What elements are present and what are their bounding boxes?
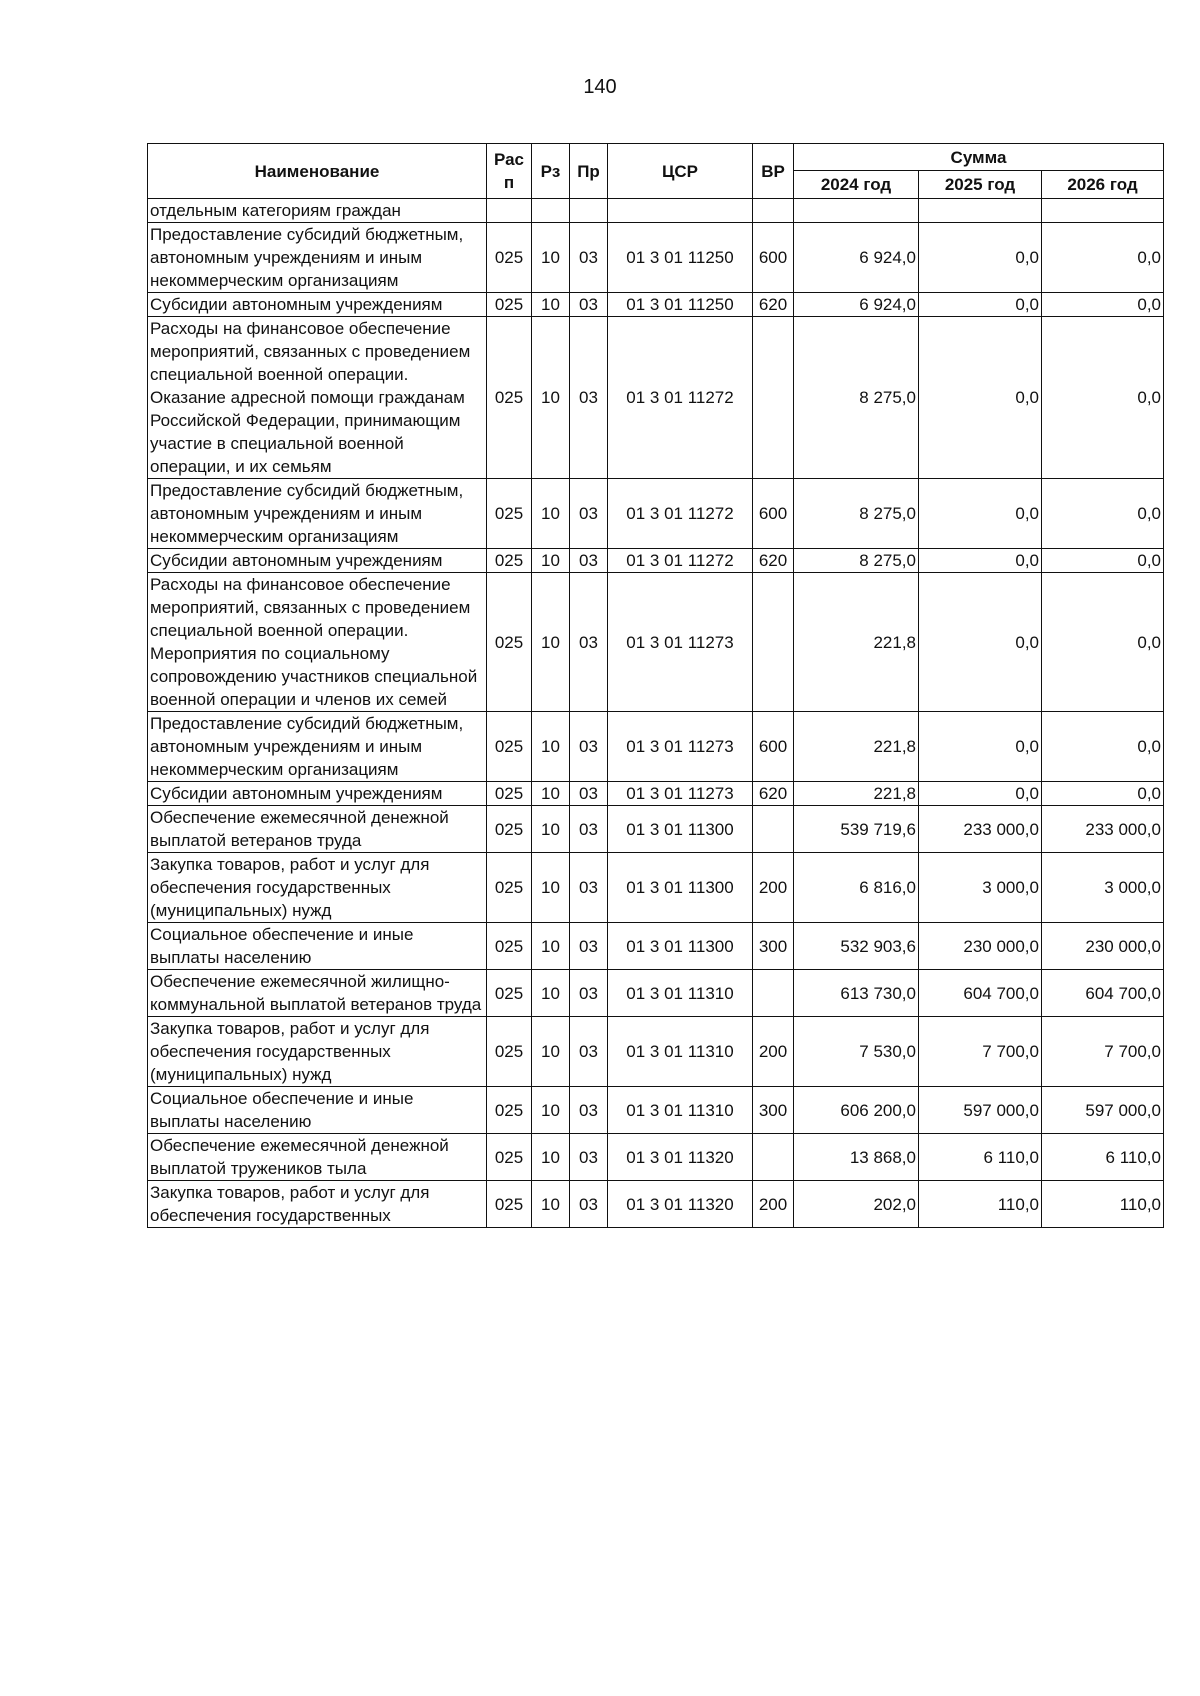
cell-2026: 233 000,0 [1042, 806, 1164, 853]
cell-csr: 01 3 01 11310 [608, 1087, 753, 1134]
cell-pr: 03 [570, 479, 608, 549]
cell-rasp: 025 [487, 317, 532, 479]
cell-2026: 604 700,0 [1042, 970, 1164, 1017]
cell-vr: 300 [753, 923, 794, 970]
cell-rasp: 025 [487, 970, 532, 1017]
cell-pr [570, 199, 608, 223]
cell-2026 [1042, 199, 1164, 223]
cell-name: Обеспечение ежемесячной жилищно-коммунальной выплатой ветеранов труда [148, 970, 487, 1017]
table-row [148, 970, 1164, 1017]
cell-vr: 200 [753, 1181, 794, 1228]
cell-rz: 10 [532, 573, 570, 712]
cell-rasp: 025 [487, 806, 532, 853]
cell-rz: 10 [532, 293, 570, 317]
cell-pr: 03 [570, 1134, 608, 1181]
cell-rasp: 025 [487, 1017, 532, 1087]
col-header-name: Наименование [148, 144, 487, 199]
cell-csr: 01 3 01 11320 [608, 1181, 753, 1228]
cell-2026: 597 000,0 [1042, 1087, 1164, 1134]
cell-csr: 01 3 01 11300 [608, 853, 753, 923]
cell-2025: 0,0 [919, 712, 1042, 782]
cell-2024: 221,8 [794, 573, 919, 712]
cell-csr: 01 3 01 11250 [608, 223, 753, 293]
cell-rasp: 025 [487, 712, 532, 782]
cell-vr [753, 1134, 794, 1181]
cell-vr [753, 806, 794, 853]
cell-2024: 13 868,0 [794, 1134, 919, 1181]
cell-2024: 221,8 [794, 712, 919, 782]
cell-pr: 03 [570, 223, 608, 293]
cell-2026: 230 000,0 [1042, 923, 1164, 970]
table-row [148, 712, 1164, 782]
cell-rasp: 025 [487, 923, 532, 970]
cell-2026: 0,0 [1042, 712, 1164, 782]
table-row [148, 199, 1164, 223]
cell-csr: 01 3 01 11250 [608, 293, 753, 317]
cell-2025: 597 000,0 [919, 1087, 1042, 1134]
col-header-rasp: Рас п [487, 144, 532, 199]
cell-vr: 300 [753, 1087, 794, 1134]
cell-name: Предоставление субсидий бюджетным, автономным учреждениям и иным некоммерческим организациям [148, 223, 487, 293]
cell-2025: 230 000,0 [919, 923, 1042, 970]
cell-rz: 10 [532, 223, 570, 293]
cell-csr: 01 3 01 11273 [608, 712, 753, 782]
table-row [148, 223, 1164, 293]
cell-rz: 10 [532, 479, 570, 549]
cell-name: Закупка товаров, работ и услуг для обеспечения государственных (муниципальных) нужд [148, 853, 487, 923]
cell-vr: 600 [753, 479, 794, 549]
table-row [148, 806, 1164, 853]
cell-2026: 0,0 [1042, 293, 1164, 317]
table-body [148, 199, 1164, 1228]
cell-rasp: 025 [487, 1134, 532, 1181]
cell-pr: 03 [570, 853, 608, 923]
cell-rasp [487, 199, 532, 223]
cell-vr: 620 [753, 293, 794, 317]
cell-2024 [794, 199, 919, 223]
cell-csr: 01 3 01 11310 [608, 970, 753, 1017]
cell-2026: 0,0 [1042, 573, 1164, 712]
cell-csr: 01 3 01 11272 [608, 549, 753, 573]
table-row [148, 782, 1164, 806]
cell-2025: 0,0 [919, 782, 1042, 806]
cell-vr: 600 [753, 223, 794, 293]
cell-2026: 0,0 [1042, 317, 1164, 479]
cell-rz: 10 [532, 1134, 570, 1181]
cell-2024: 613 730,0 [794, 970, 919, 1017]
cell-pr: 03 [570, 806, 608, 853]
cell-pr: 03 [570, 923, 608, 970]
cell-csr: 01 3 01 11310 [608, 1017, 753, 1087]
cell-vr: 600 [753, 712, 794, 782]
cell-rasp: 025 [487, 782, 532, 806]
cell-vr [753, 199, 794, 223]
cell-rz: 10 [532, 806, 570, 853]
cell-2025: 0,0 [919, 479, 1042, 549]
cell-rz: 10 [532, 712, 570, 782]
cell-2025: 6 110,0 [919, 1134, 1042, 1181]
cell-2026: 0,0 [1042, 223, 1164, 293]
cell-2025: 0,0 [919, 549, 1042, 573]
cell-pr: 03 [570, 1181, 608, 1228]
cell-pr: 03 [570, 1017, 608, 1087]
cell-csr: 01 3 01 11273 [608, 782, 753, 806]
cell-2024: 606 200,0 [794, 1087, 919, 1134]
cell-vr: 620 [753, 782, 794, 806]
cell-2025: 604 700,0 [919, 970, 1042, 1017]
cell-name: Социальное обеспечение и иные выплаты населению [148, 1087, 487, 1134]
cell-2024: 6 816,0 [794, 853, 919, 923]
cell-2025: 110,0 [919, 1181, 1042, 1228]
cell-2026: 3 000,0 [1042, 853, 1164, 923]
cell-vr: 200 [753, 1017, 794, 1087]
cell-name: отдельным категориям граждан [148, 199, 487, 223]
cell-2026: 0,0 [1042, 782, 1164, 806]
cell-rasp: 025 [487, 549, 532, 573]
cell-rz: 10 [532, 970, 570, 1017]
cell-2024: 532 903,6 [794, 923, 919, 970]
cell-pr: 03 [570, 712, 608, 782]
cell-name: Предоставление субсидий бюджетным, автономным учреждениям и иным некоммерческим организациям [148, 712, 487, 782]
cell-2024: 8 275,0 [794, 549, 919, 573]
cell-2024: 221,8 [794, 782, 919, 806]
col-header-csr: ЦСР [608, 144, 753, 199]
cell-pr: 03 [570, 293, 608, 317]
cell-2026: 7 700,0 [1042, 1017, 1164, 1087]
cell-2026: 110,0 [1042, 1181, 1164, 1228]
cell-csr: 01 3 01 11300 [608, 923, 753, 970]
cell-name: Обеспечение ежемесячной денежной выплатой ветеранов труда [148, 806, 487, 853]
cell-rz: 10 [532, 317, 570, 479]
table-row [148, 1087, 1164, 1134]
cell-pr: 03 [570, 1087, 608, 1134]
cell-rasp: 025 [487, 479, 532, 549]
cell-2026: 6 110,0 [1042, 1134, 1164, 1181]
table-row [148, 293, 1164, 317]
cell-rz: 10 [532, 549, 570, 573]
cell-rasp: 025 [487, 293, 532, 317]
cell-2024: 8 275,0 [794, 479, 919, 549]
col-header-2024: 2024 год [794, 171, 919, 199]
cell-rasp: 025 [487, 853, 532, 923]
cell-2024: 8 275,0 [794, 317, 919, 479]
cell-2025: 233 000,0 [919, 806, 1042, 853]
cell-name: Закупка товаров, работ и услуг для обеспечения государственных (муниципальных) нужд [148, 1017, 487, 1087]
cell-vr [753, 573, 794, 712]
table-row [148, 549, 1164, 573]
cell-rz: 10 [532, 1181, 570, 1228]
cell-csr: 01 3 01 11272 [608, 479, 753, 549]
cell-2024: 6 924,0 [794, 293, 919, 317]
cell-2025: 0,0 [919, 223, 1042, 293]
cell-2024: 202,0 [794, 1181, 919, 1228]
cell-name: Закупка товаров, работ и услуг для обеспечения государственных [148, 1181, 487, 1228]
cell-rasp: 025 [487, 573, 532, 712]
cell-pr: 03 [570, 317, 608, 479]
table-row [148, 1181, 1164, 1228]
page-number: 140 [583, 76, 617, 98]
cell-2024: 7 530,0 [794, 1017, 919, 1087]
cell-csr: 01 3 01 11320 [608, 1134, 753, 1181]
table-row [148, 1017, 1164, 1087]
cell-vr: 200 [753, 853, 794, 923]
cell-name: Расходы на финансовое обеспечение мероприятий, связанных с проведением специальной военной операции. Мероприятия по социальному сопровождению участников специальной военной операции и членов их семей [148, 573, 487, 712]
col-header-sum: Сумма [794, 144, 1164, 171]
cell-rz: 10 [532, 782, 570, 806]
cell-rasp: 025 [487, 223, 532, 293]
cell-2025 [919, 199, 1042, 223]
cell-name: Субсидии автономным учреждениям [148, 293, 487, 317]
cell-vr: 620 [753, 549, 794, 573]
cell-name: Обеспечение ежемесячной денежной выплатой тружеников тыла [148, 1134, 487, 1181]
cell-pr: 03 [570, 782, 608, 806]
cell-2025: 0,0 [919, 573, 1042, 712]
cell-rasp: 025 [487, 1181, 532, 1228]
cell-name: Предоставление субсидий бюджетным, автономным учреждениям и иным некоммерческим организациям [148, 479, 487, 549]
table-row [148, 1134, 1164, 1181]
cell-rz: 10 [532, 1017, 570, 1087]
cell-rasp: 025 [487, 1087, 532, 1134]
col-header-rz: Рз [532, 144, 570, 199]
cell-name: Субсидии автономным учреждениям [148, 782, 487, 806]
table-row [148, 317, 1164, 479]
cell-csr: 01 3 01 11300 [608, 806, 753, 853]
cell-2025: 7 700,0 [919, 1017, 1042, 1087]
col-header-2026: 2026 год [1042, 171, 1164, 199]
cell-rz: 10 [532, 1087, 570, 1134]
col-header-pr: Пр [570, 144, 608, 199]
table-header [148, 144, 1164, 199]
col-header-2025: 2025 год [919, 171, 1042, 199]
cell-2026: 0,0 [1042, 479, 1164, 549]
cell-csr: 01 3 01 11272 [608, 317, 753, 479]
cell-2025: 0,0 [919, 317, 1042, 479]
table-row [148, 923, 1164, 970]
cell-vr [753, 317, 794, 479]
cell-2024: 6 924,0 [794, 223, 919, 293]
table-row [148, 573, 1164, 712]
cell-rz: 10 [532, 853, 570, 923]
cell-2024: 539 719,6 [794, 806, 919, 853]
cell-2025: 0,0 [919, 293, 1042, 317]
cell-pr: 03 [570, 549, 608, 573]
cell-rz: 10 [532, 923, 570, 970]
cell-name: Социальное обеспечение и иные выплаты населению [148, 923, 487, 970]
cell-csr [608, 199, 753, 223]
cell-csr: 01 3 01 11273 [608, 573, 753, 712]
cell-pr: 03 [570, 573, 608, 712]
cell-2026: 0,0 [1042, 549, 1164, 573]
cell-vr [753, 970, 794, 1017]
table-row [148, 853, 1164, 923]
table-row [148, 479, 1164, 549]
col-header-vr: ВР [753, 144, 794, 199]
cell-2025: 3 000,0 [919, 853, 1042, 923]
cell-rz [532, 199, 570, 223]
cell-pr: 03 [570, 970, 608, 1017]
cell-name: Расходы на финансовое обеспечение мероприятий, связанных с проведением специальной военной операции. Оказание адресной помощи гражданам Российской Федерации, принимающим участие в специальной военной операции, и их семьям [148, 317, 487, 479]
budget-table [147, 143, 1164, 1228]
cell-name: Субсидии автономным учреждениям [148, 549, 487, 573]
